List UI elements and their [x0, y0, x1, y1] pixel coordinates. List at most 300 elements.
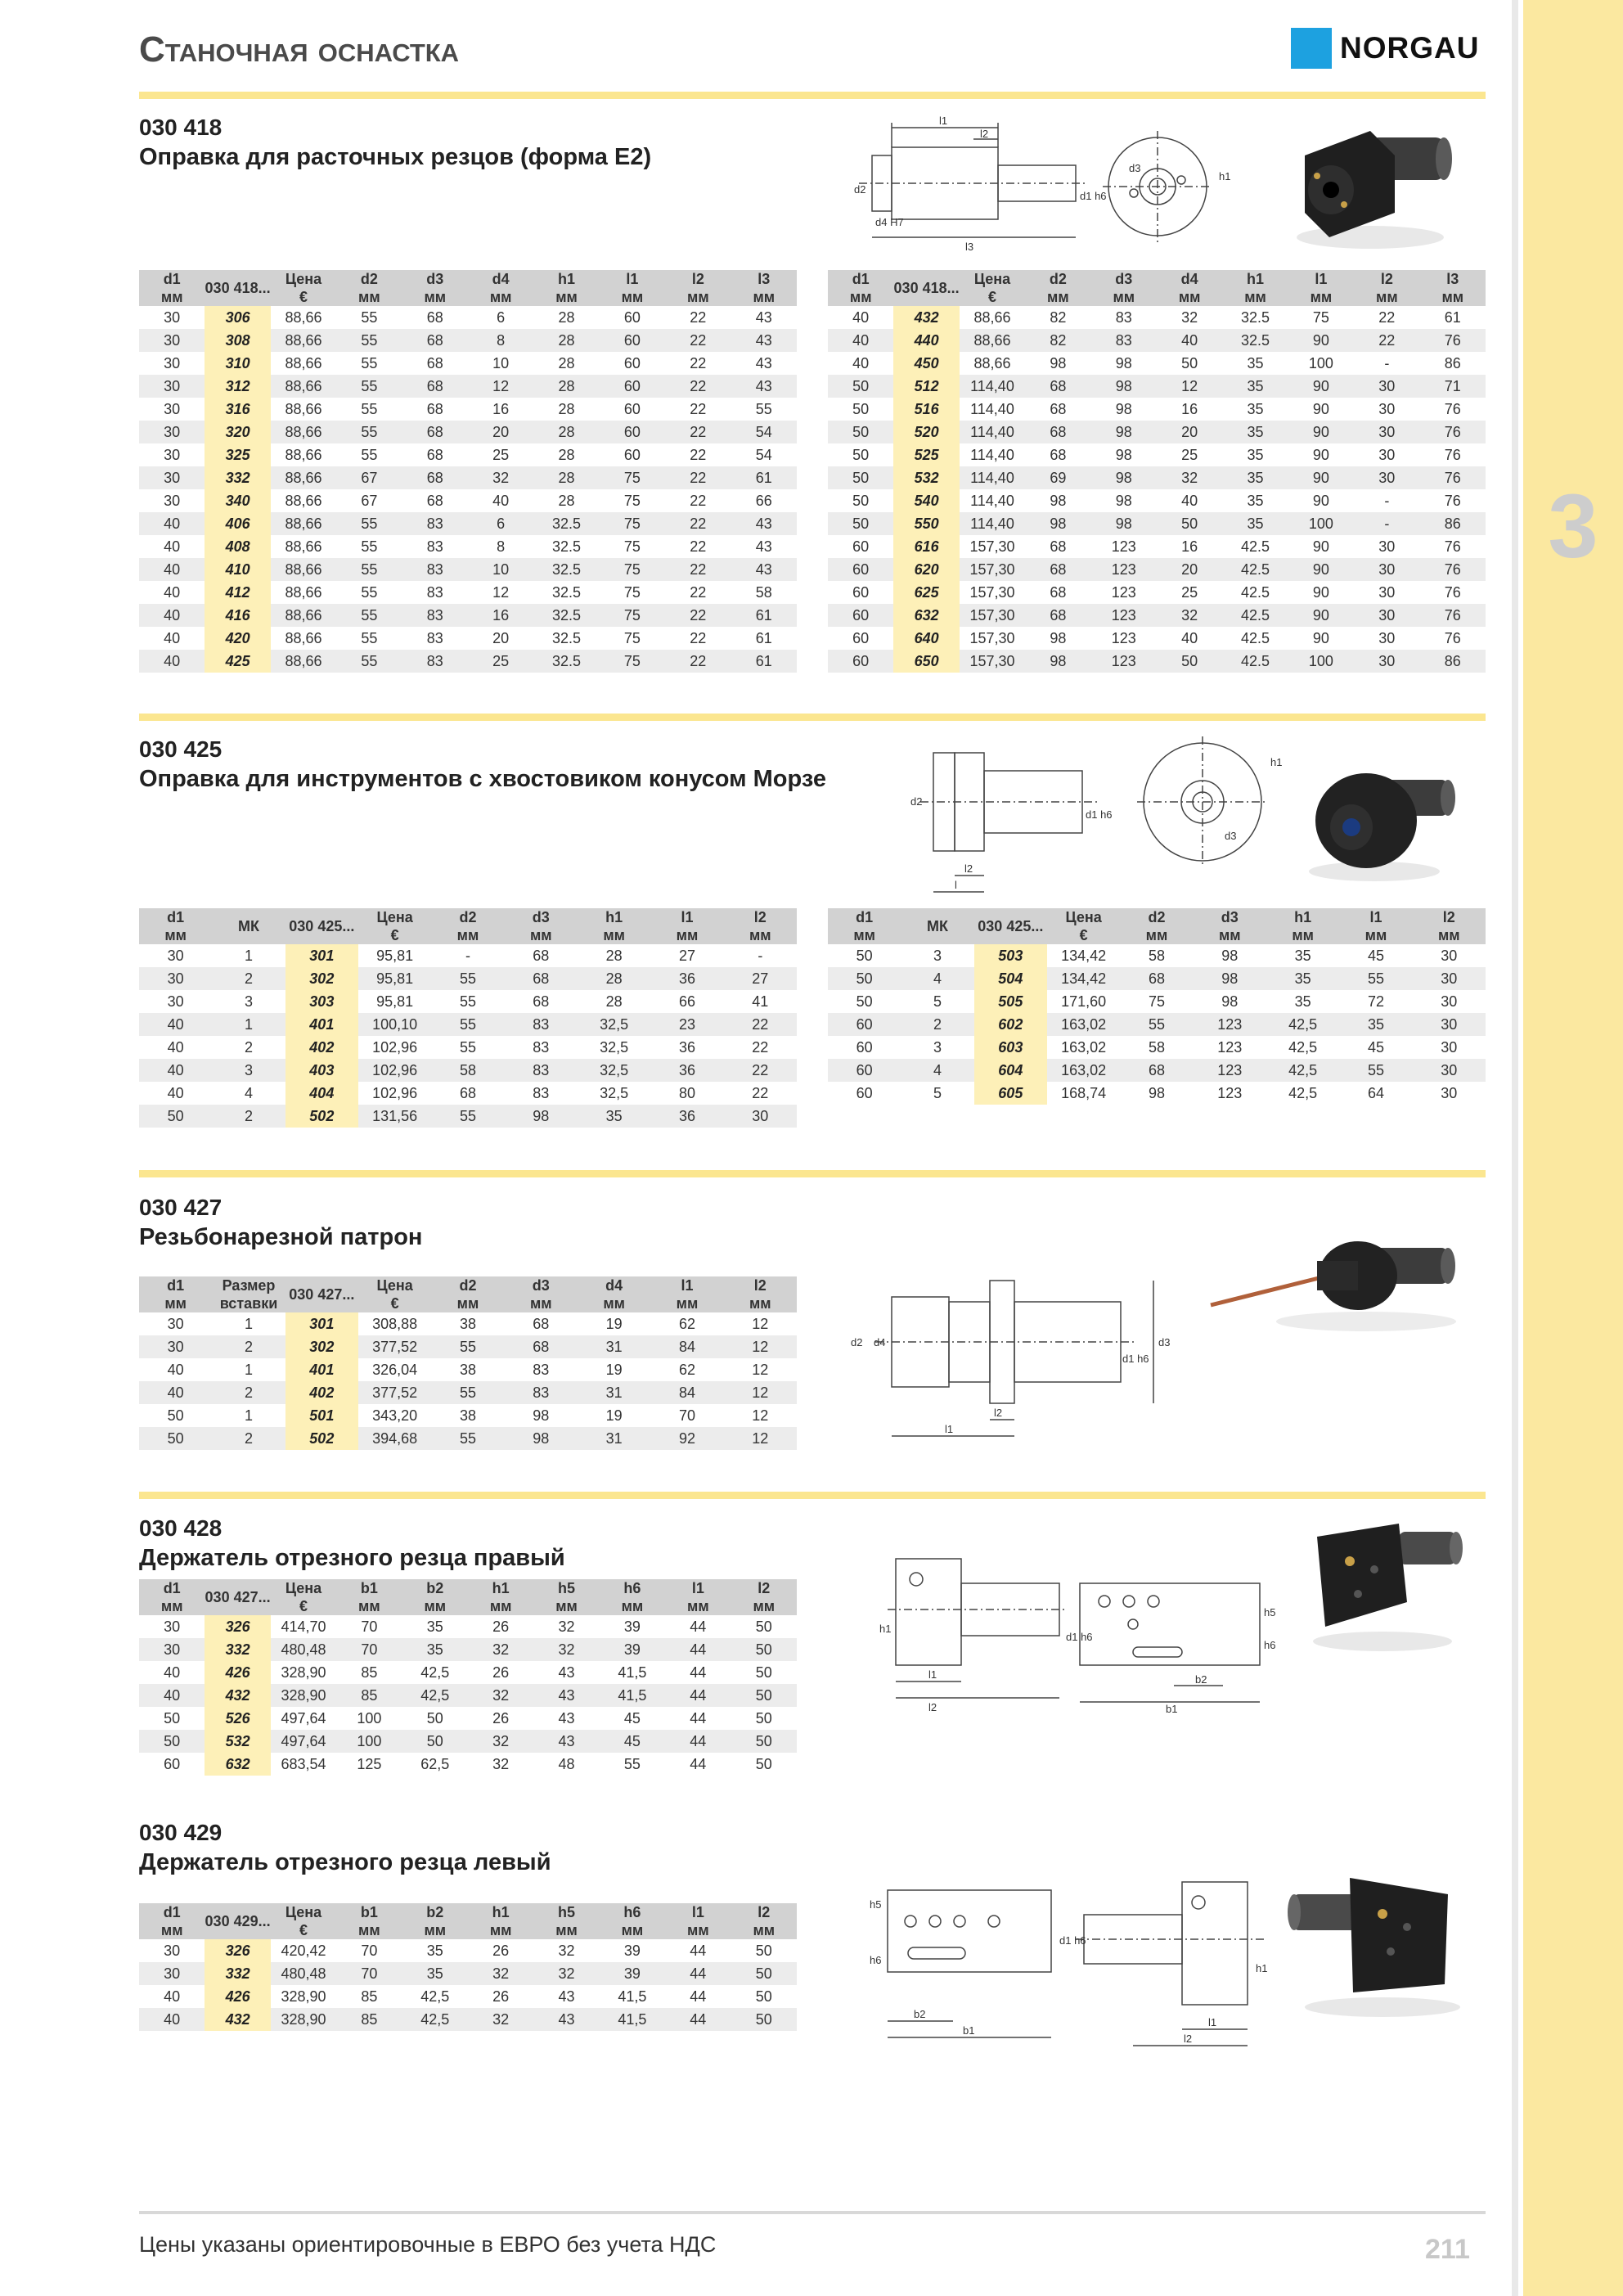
table-cell: 88,66 — [271, 650, 336, 673]
table-cell: 26 — [492, 1988, 510, 2005]
table-cell: 68 — [533, 993, 550, 1010]
table-cell: 58 — [755, 583, 772, 601]
column-header — [1354, 270, 1419, 306]
table-cell: 40 — [167, 1038, 184, 1056]
table-cell: 42.5 — [1241, 538, 1270, 555]
column-header-label: d3 — [532, 1277, 550, 1294]
table-cell: 30 — [164, 308, 181, 326]
table-cell: 44 — [665, 2008, 731, 2031]
table-cell: 1 — [212, 1013, 285, 1036]
table-cell: 2 — [212, 1335, 285, 1358]
table-cell: 60 — [828, 650, 893, 673]
table-cell: 6 — [497, 308, 506, 326]
table-cell: 90 — [1288, 375, 1354, 398]
column-header — [402, 1903, 468, 1939]
table-cell: 12 — [468, 375, 533, 398]
table-cell: 41,5 — [618, 1663, 647, 1681]
table-cell: 50 — [1181, 354, 1198, 371]
table-row — [139, 558, 797, 581]
table-row — [139, 466, 797, 489]
column-header-unit: вставки — [219, 1295, 278, 1312]
table-cell: 157,30 — [969, 629, 1015, 646]
column-header-label: d4 — [1180, 271, 1198, 287]
column-header-label: Цена — [285, 1904, 322, 1920]
table-cell: 40 — [167, 1361, 184, 1378]
article-code-cell: 605 — [974, 1082, 1047, 1105]
column-header — [665, 1903, 731, 1939]
column-header-label: l1 — [1315, 271, 1328, 287]
column-header-unit: мм — [555, 1922, 578, 1938]
dim-label: h1 — [1270, 756, 1283, 768]
column-header — [139, 908, 212, 944]
table-cell: 30 — [139, 1962, 205, 1985]
column-header — [402, 1579, 468, 1615]
table-cell: 55 — [336, 604, 402, 627]
table-cell: 42,5 — [420, 1988, 450, 2005]
table-cell: 68 — [402, 421, 468, 443]
article-code-cell: 532 — [205, 1730, 270, 1753]
column-header-unit: мм — [603, 1295, 625, 1312]
dim-label: b1 — [1166, 1703, 1178, 1714]
table-cell: 83 — [426, 538, 443, 555]
article-code-cell: 332 — [205, 1962, 270, 1985]
table-cell: 80 — [678, 1084, 695, 1101]
table-cell: 43 — [558, 1988, 575, 2005]
table-row — [139, 421, 797, 443]
table-cell: 55 — [361, 538, 378, 555]
table-cell: 76 — [1420, 604, 1486, 627]
article-code-cell: 502 — [285, 1105, 358, 1128]
table-cell: 55 — [361, 629, 378, 646]
table-cell: 30 — [167, 993, 184, 1010]
table-row — [139, 990, 797, 1013]
table-cell: 75 — [600, 650, 665, 673]
table-cell: 32.5 — [533, 604, 599, 627]
column-header — [336, 1579, 402, 1615]
table-row — [139, 1985, 797, 2008]
column-header — [139, 1579, 205, 1615]
table-cell: 10 — [492, 354, 510, 371]
column-header-label: Размер — [222, 1277, 276, 1294]
table-cell: 45 — [600, 1730, 665, 1753]
article-code-cell: 426 — [205, 1985, 270, 2008]
table-cell: 2 — [212, 1427, 285, 1450]
table-cell: 2 — [212, 967, 285, 990]
column-header-unit: € — [299, 289, 308, 305]
table-cell: 32.5 — [1222, 329, 1288, 352]
table-cell: 66 — [678, 993, 695, 1010]
dim-label: h5 — [1264, 1606, 1276, 1618]
column-header — [1339, 908, 1412, 944]
dim-label: b1 — [963, 2024, 975, 2037]
table-cell: 45 — [1367, 947, 1384, 964]
section-code: 030 429 — [139, 1820, 223, 1845]
table-cell: 30 — [1354, 466, 1419, 489]
column-header-label: МК — [238, 918, 259, 934]
table-cell: 42,5 — [420, 1663, 450, 1681]
table-cell: 36 — [678, 1038, 695, 1056]
column-header — [336, 1903, 402, 1939]
table-cell: 32.5 — [552, 538, 582, 555]
page-number: 211 — [1425, 2234, 1470, 2265]
table-cell: 123 — [1194, 1059, 1266, 1082]
column-header-label: l2 — [1442, 909, 1455, 925]
column-header-unit: мм — [555, 289, 578, 305]
table-cell: 683,54 — [281, 1755, 326, 1772]
table-cell: 157,30 — [969, 583, 1015, 601]
technical-drawing-030427 — [843, 1272, 1178, 1444]
table-cell: 50 — [856, 947, 873, 964]
article-code-cell: 505 — [974, 990, 1047, 1013]
table-cell: 98 — [505, 1105, 578, 1128]
column-header-label: l3 — [1446, 271, 1459, 287]
column-header — [271, 1903, 336, 1939]
table-cell: 50 — [828, 421, 893, 443]
table-row — [139, 1358, 797, 1381]
table-cell: 36 — [650, 1059, 723, 1082]
column-header-label: l1 — [681, 909, 694, 925]
table-cell: 55 — [1120, 1013, 1193, 1036]
table-cell: 28 — [533, 466, 599, 489]
table-cell: 38 — [459, 1315, 476, 1332]
table-cell: 25 — [1181, 446, 1198, 463]
article-code-cell: 512 — [893, 375, 959, 398]
table-cell: 12 — [724, 1427, 797, 1450]
column-header — [600, 1579, 665, 1615]
table-cell: - — [758, 947, 763, 964]
article-code-cell: 620 — [893, 558, 959, 581]
table-cell: 76 — [1420, 421, 1486, 443]
section-title: Держатель отрезного резца левый — [139, 1849, 551, 1875]
table-cell: 163,02 — [1047, 1059, 1120, 1082]
dim-label: b2 — [914, 2008, 926, 2020]
table-cell: 22 — [724, 1059, 797, 1082]
table-cell: 68 — [1025, 375, 1090, 398]
table-row — [139, 352, 797, 375]
column-header-label: d3 — [1221, 909, 1239, 925]
table-cell: 19 — [605, 1361, 623, 1378]
article-code-cell: 503 — [974, 944, 1047, 967]
table-cell: 41,5 — [618, 1988, 647, 2005]
table-cell: 88,66 — [271, 512, 336, 535]
article-code-cell: 532 — [893, 466, 959, 489]
column-header-unit: € — [1079, 927, 1088, 943]
table-cell: 40 — [164, 583, 181, 601]
table-cell: 32 — [492, 1755, 510, 1772]
column-header — [893, 270, 959, 306]
column-header-label: h5 — [558, 1904, 576, 1920]
brand-name: NORGAU — [1340, 31, 1480, 65]
table-cell: 8 — [497, 538, 506, 555]
table-row — [139, 375, 797, 398]
table-cell: 44 — [665, 1684, 731, 1707]
table-row — [139, 1638, 797, 1661]
table-cell: 30 — [167, 1315, 184, 1332]
table-cell: 25 — [1181, 583, 1198, 601]
table-cell: 88,66 — [285, 492, 322, 509]
table-cell: 83 — [402, 558, 468, 581]
table-cell: 32,5 — [578, 1013, 650, 1036]
table-cell: 98 — [1221, 947, 1239, 964]
table-cell: 40 — [1181, 492, 1198, 509]
table-cell: 68 — [402, 329, 468, 352]
column-header-label: l1 — [691, 1904, 704, 1920]
column-header-label: l2 — [1380, 271, 1393, 287]
column-header-label: Цена — [1065, 909, 1102, 925]
product-photo-030418 — [1280, 98, 1468, 262]
table-cell: 55 — [431, 1427, 504, 1450]
column-header-unit: мм — [676, 927, 699, 943]
column-header-unit: мм — [1178, 289, 1201, 305]
article-code-cell: 332 — [205, 1638, 270, 1661]
table-cell: 90 — [1312, 446, 1329, 463]
dim-label: d4 H7 — [875, 216, 904, 228]
table-cell: 131,56 — [358, 1105, 431, 1128]
table-cell: 50 — [731, 1730, 797, 1753]
table-cell: 32 — [1157, 466, 1222, 489]
column-header — [468, 270, 533, 306]
table-cell: 27 — [678, 947, 695, 964]
table-cell: 50 — [1157, 650, 1222, 673]
column-header-label: b1 — [360, 1904, 378, 1920]
table-cell: 83 — [1091, 329, 1157, 352]
table-cell: 420,42 — [281, 1942, 326, 1959]
table-cell: 30 — [1378, 583, 1396, 601]
table-cell: 32 — [558, 1618, 575, 1635]
column-header-unit: мм — [1145, 927, 1168, 943]
table-cell: 76 — [1444, 400, 1461, 417]
column-header — [533, 270, 599, 306]
table-cell: 39 — [623, 1618, 641, 1635]
table-cell: 168,74 — [1061, 1084, 1107, 1101]
column-header — [533, 1579, 599, 1615]
column-header-label: d3 — [1115, 271, 1133, 287]
table-cell: 22 — [690, 446, 707, 463]
article-code-cell: 401 — [285, 1013, 358, 1036]
column-header-label: h1 — [1294, 909, 1312, 925]
table-row — [139, 1753, 797, 1776]
table-cell: 22 — [690, 400, 707, 417]
table-cell: 123 — [1091, 650, 1157, 673]
column-header-label: b1 — [360, 1580, 378, 1596]
table-cell: 75 — [600, 558, 665, 581]
table-cell: 22 — [665, 375, 731, 398]
column-header — [600, 1903, 665, 1939]
column-header — [505, 1276, 578, 1312]
technical-drawing-030428 — [879, 1551, 1288, 1714]
table-cell: 102,96 — [372, 1084, 418, 1101]
table-cell: 61 — [731, 466, 797, 489]
table-cell: 98 — [533, 1407, 550, 1424]
column-header-unit: мм — [753, 289, 776, 305]
table-cell: 28 — [578, 967, 650, 990]
table-cell: 75 — [1312, 308, 1329, 326]
table-cell: 114,40 — [960, 512, 1025, 535]
table-cell: 88,66 — [973, 308, 1011, 326]
table-cell: 68 — [426, 308, 443, 326]
table-cell: 36 — [650, 1105, 723, 1128]
table-cell: 22 — [665, 466, 731, 489]
column-header — [650, 908, 723, 944]
table-cell: 50 — [1157, 512, 1222, 535]
spec-table-030429 — [139, 1903, 797, 2031]
table-cell: 40 — [1181, 629, 1198, 646]
table-cell: 22 — [1354, 329, 1419, 352]
column-header-unit: мм — [555, 1598, 578, 1614]
article-code-cell: 310 — [205, 352, 270, 375]
dim-label: l1 — [939, 115, 948, 127]
dim-label: d1 h6 — [1122, 1353, 1149, 1365]
table-cell: 22 — [1378, 308, 1396, 326]
table-cell: 50 — [426, 1709, 443, 1727]
table-cell: 88,66 — [285, 538, 322, 555]
column-header-unit: мм — [1292, 927, 1314, 943]
table-cell: 76 — [1444, 446, 1461, 463]
table-cell: - — [465, 947, 470, 964]
table-cell: 90 — [1312, 583, 1329, 601]
table-cell: 40 — [852, 354, 870, 371]
table-cell: 26 — [492, 1709, 510, 1727]
table-cell: 55 — [361, 583, 378, 601]
table-row — [139, 1312, 797, 1335]
table-cell: 50 — [755, 1618, 772, 1635]
table-cell: 86 — [1420, 512, 1486, 535]
column-header — [212, 1276, 285, 1312]
table-cell: 22 — [752, 1038, 769, 1056]
dim-label: h1 — [879, 1623, 892, 1635]
table-cell: 32.5 — [533, 558, 599, 581]
article-code-cell: 602 — [974, 1013, 1047, 1036]
table-cell: 22 — [665, 558, 731, 581]
table-cell: 88,66 — [285, 629, 322, 646]
table-cell: 68 — [402, 375, 468, 398]
table-cell: 50 — [852, 400, 870, 417]
table-cell: 50 — [402, 1730, 468, 1753]
table-cell: 58 — [1148, 947, 1165, 964]
table-cell: 32 — [1181, 308, 1198, 326]
column-header-label: d2 — [1049, 271, 1067, 287]
table-cell: 497,64 — [281, 1709, 326, 1727]
table-cell: 60 — [852, 629, 870, 646]
column-header-label: d1 — [856, 909, 874, 925]
column-header — [468, 1903, 533, 1939]
column-header — [731, 270, 797, 306]
table-cell: 5 — [933, 993, 942, 1010]
table-cell: 83 — [1115, 308, 1132, 326]
table-cell: 40 — [852, 308, 870, 326]
table-cell: 40 — [164, 538, 181, 555]
table-cell: 157,30 — [960, 558, 1025, 581]
dim-label: d2 — [910, 795, 923, 808]
table-cell: 31 — [578, 1427, 650, 1450]
article-code-cell: 401 — [285, 1358, 358, 1381]
table-cell: 50 — [755, 1709, 772, 1727]
dim-label: h6 — [1264, 1639, 1276, 1651]
column-header — [1120, 908, 1193, 944]
table-cell: 5 — [933, 1084, 942, 1101]
table-cell: 83 — [426, 583, 443, 601]
table-cell: 61 — [755, 629, 772, 646]
table-cell: 61 — [731, 650, 797, 673]
column-header-label: 030 427... — [205, 1589, 271, 1605]
table-cell: 90 — [1312, 400, 1329, 417]
column-header — [1222, 270, 1288, 306]
table-cell: 98 — [1091, 466, 1157, 489]
table-cell: 43 — [558, 1663, 575, 1681]
table-cell: 35 — [1222, 421, 1288, 443]
table-cell: 45 — [623, 1709, 641, 1727]
table-cell: 44 — [690, 1618, 707, 1635]
column-header-label: l2 — [753, 909, 767, 925]
table-cell: 3 — [212, 1059, 285, 1082]
table-cell: 42,5 — [1266, 1059, 1339, 1082]
column-header-label: 030 418... — [205, 280, 271, 296]
column-header-label: l1 — [626, 271, 639, 287]
article-code-cell: 603 — [974, 1036, 1047, 1059]
table-cell: 480,48 — [271, 1638, 336, 1661]
table-cell: 394,68 — [358, 1427, 431, 1450]
table-cell: 28 — [605, 947, 623, 964]
table-cell: 76 — [1444, 538, 1461, 555]
table-cell: 55 — [431, 967, 504, 990]
table-cell: 60 — [623, 400, 641, 417]
table-cell: 55 — [361, 354, 378, 371]
technical-drawing-030418 — [843, 115, 1252, 262]
table-cell: 90 — [1288, 558, 1354, 581]
table-cell: 88,66 — [271, 329, 336, 352]
article-code-cell: 526 — [205, 1707, 270, 1730]
table-cell: 28 — [558, 308, 575, 326]
spec-table-030427 — [139, 1276, 797, 1450]
column-header-unit: мм — [1441, 289, 1464, 305]
table-cell: 66 — [755, 492, 772, 509]
table-row — [828, 627, 1486, 650]
table-cell: 43 — [558, 1709, 575, 1727]
dim-label: d3 — [1158, 1336, 1171, 1348]
column-header-unit: мм — [621, 1598, 644, 1614]
table-cell: 3 — [933, 1038, 942, 1056]
article-code-cell: 340 — [205, 489, 270, 512]
table-row — [139, 944, 797, 967]
column-header — [600, 270, 665, 306]
table-cell: 98 — [1221, 993, 1239, 1010]
dim-label: d4 — [874, 1336, 886, 1348]
table-cell: 497,64 — [271, 1730, 336, 1753]
table-cell: 40 — [139, 2008, 205, 2031]
table-cell: 30 — [139, 375, 205, 398]
table-cell: 32,5 — [600, 1084, 629, 1101]
table-cell: 76 — [1444, 583, 1461, 601]
table-cell: 328,90 — [281, 1663, 326, 1681]
table-cell: 50 — [828, 375, 893, 398]
column-header-unit: мм — [603, 927, 625, 943]
dim-label: d1 h6 — [1080, 190, 1107, 202]
table-cell: 35 — [1247, 492, 1264, 509]
column-header-unit: мм — [489, 1922, 512, 1938]
table-cell: 35 — [578, 1105, 650, 1128]
table-cell: 20 — [468, 421, 533, 443]
table-cell: 58 — [431, 1059, 504, 1082]
dim-label: h1 — [1219, 170, 1231, 182]
table-cell: 40 — [164, 1988, 181, 2005]
table-cell: 55 — [361, 308, 378, 326]
table-cell: 68 — [1025, 558, 1090, 581]
article-code-cell: 432 — [205, 1684, 270, 1707]
article-code-cell: 302 — [285, 1335, 358, 1358]
table-cell: 20 — [492, 629, 510, 646]
table-cell: 32 — [558, 1942, 575, 1959]
column-header-label: l2 — [753, 1277, 767, 1294]
